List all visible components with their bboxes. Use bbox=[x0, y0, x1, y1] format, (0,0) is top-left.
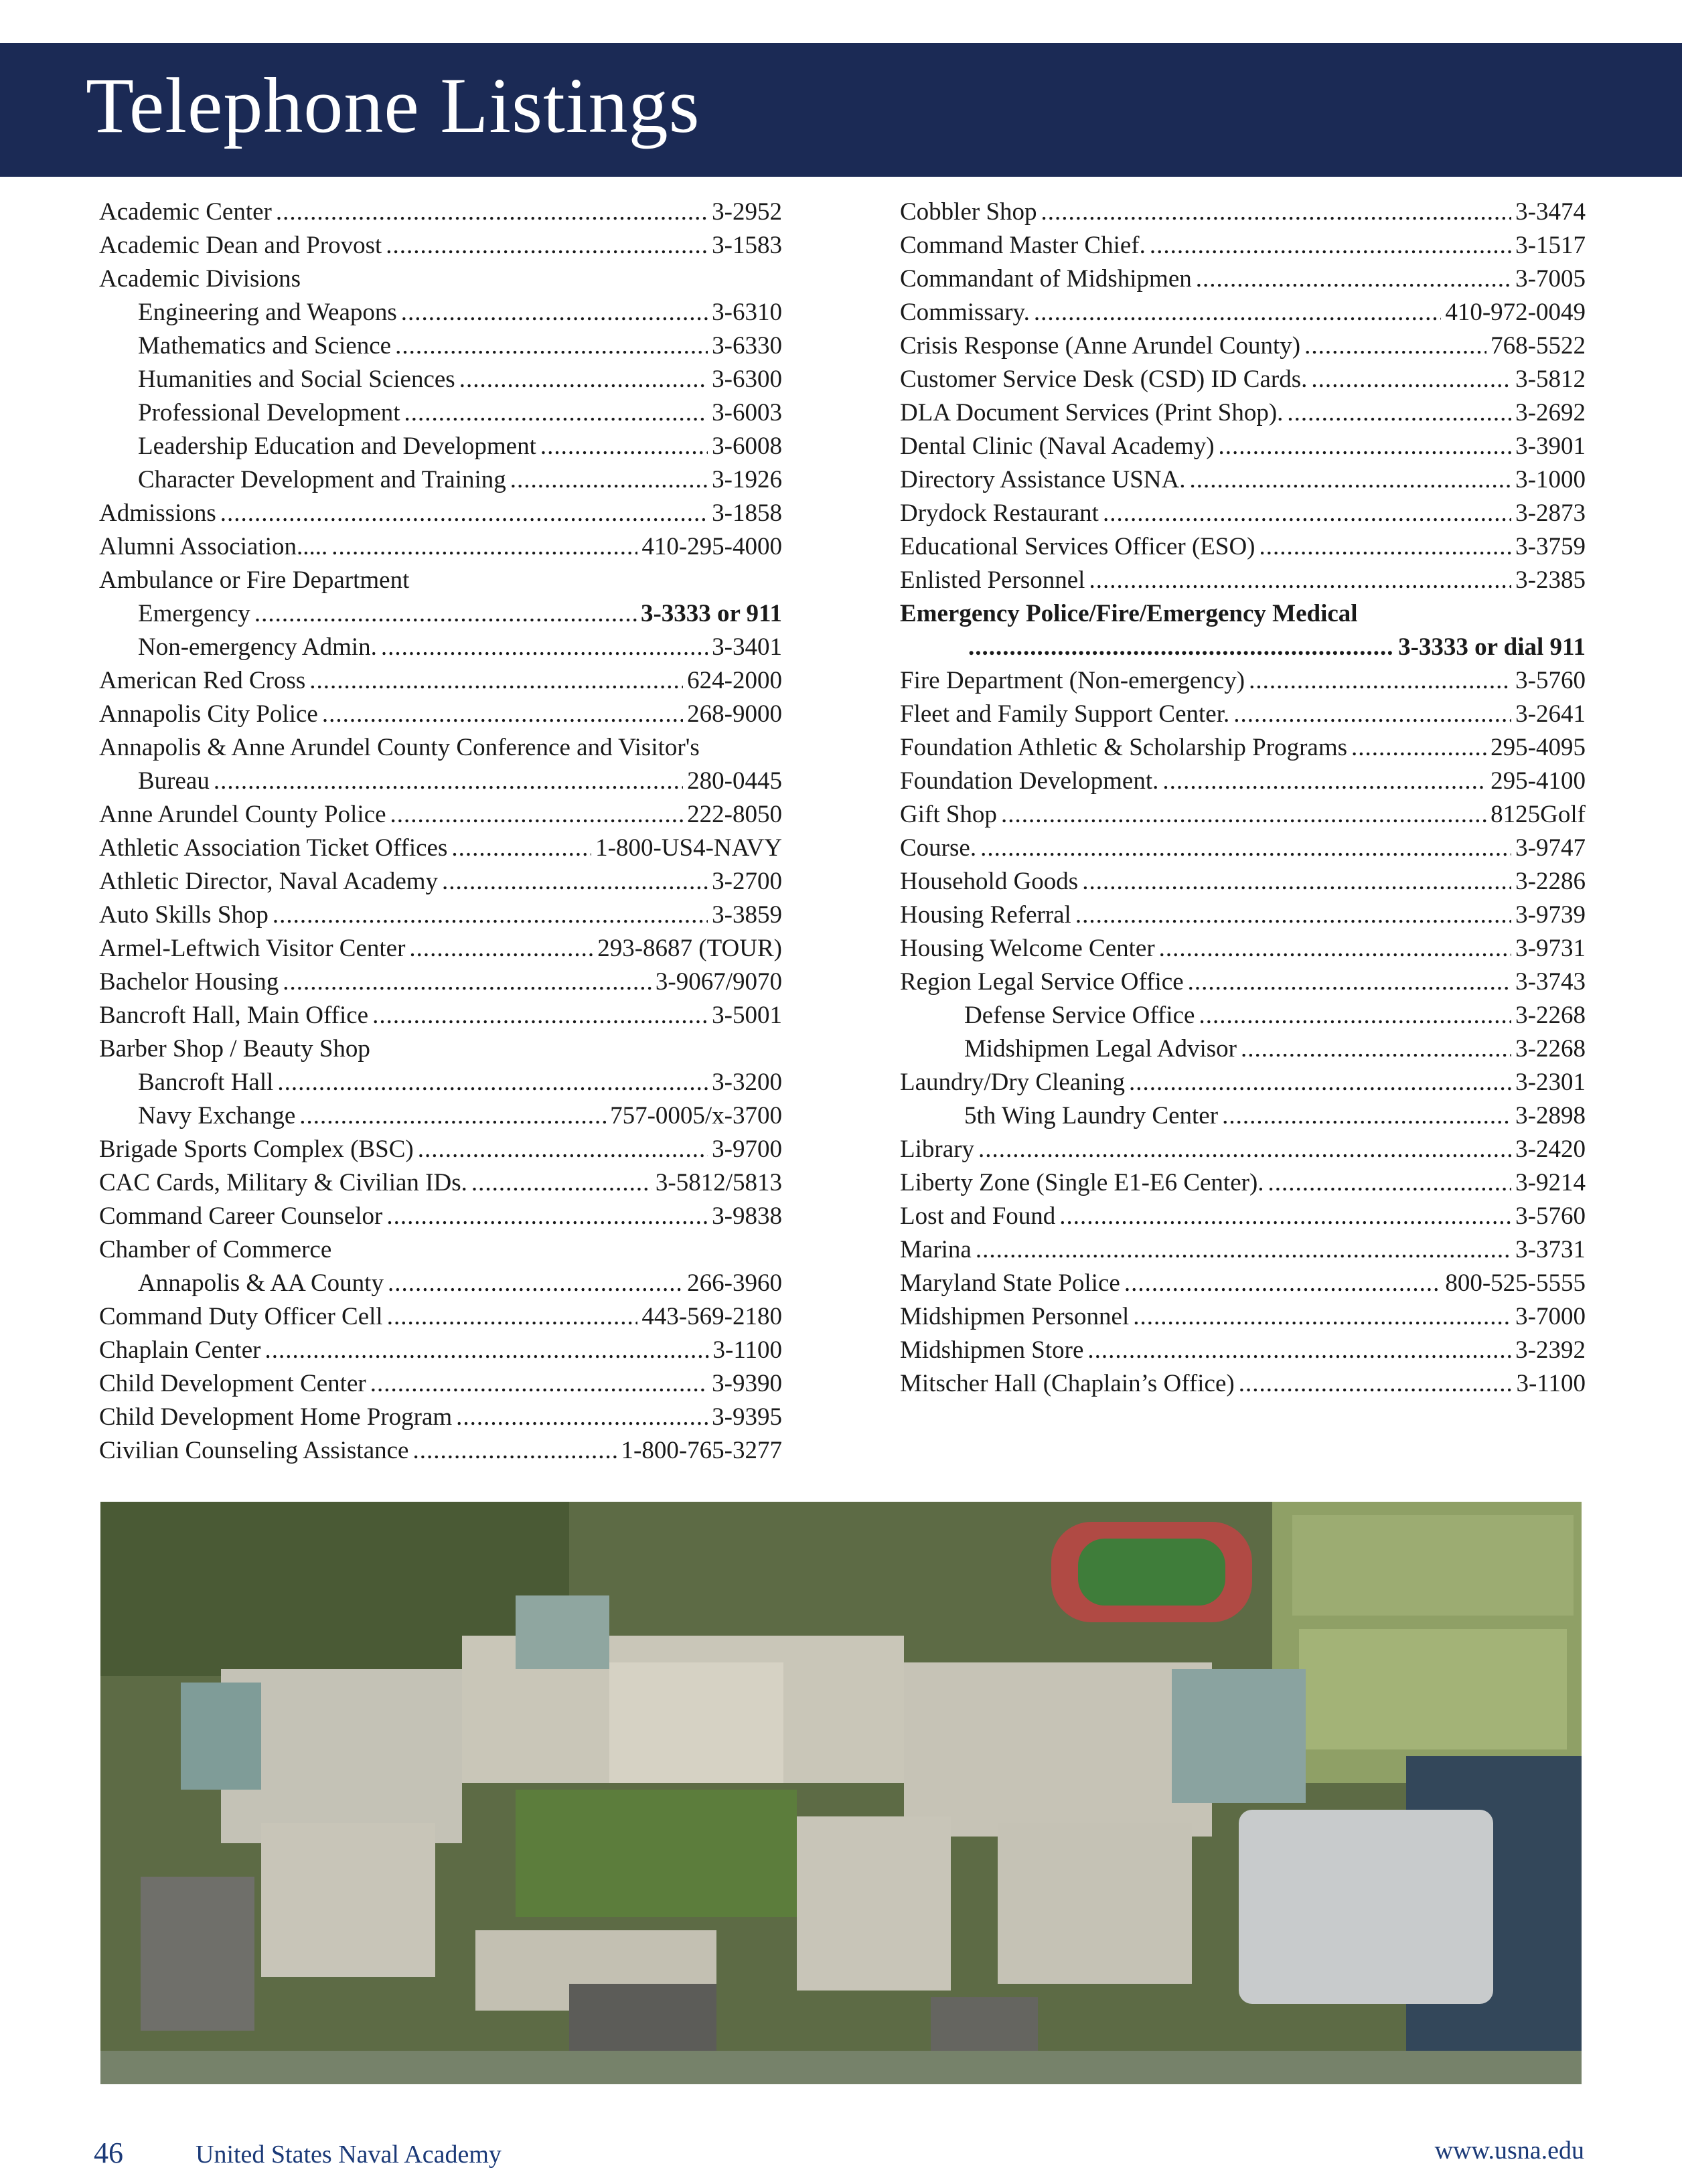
leader-dots bbox=[299, 1099, 606, 1133]
listing-entry bbox=[900, 1367, 1586, 1401]
listing-entry bbox=[99, 229, 782, 262]
listing-entry bbox=[900, 865, 1586, 899]
leader-dots bbox=[1034, 296, 1441, 329]
listing-name: Course. bbox=[900, 834, 977, 862]
listing-number: 443-569-2180 bbox=[641, 1303, 782, 1330]
leader-dots bbox=[1103, 497, 1511, 530]
listing-entry bbox=[99, 329, 782, 363]
leader-dots bbox=[1129, 1066, 1511, 1099]
page-number: 46 bbox=[94, 2136, 123, 2169]
leader-dots bbox=[1075, 899, 1511, 932]
listing-name: Leadership Education and Development bbox=[138, 433, 536, 460]
listing-name: Fire Department (Non-emergency) bbox=[900, 667, 1245, 694]
leader-dots bbox=[976, 1233, 1511, 1267]
listing-number: 3-5001 bbox=[712, 1002, 782, 1029]
listing-name: Ambulance or Fire Department bbox=[99, 566, 410, 594]
listing-number: 1-800-US4-NAVY bbox=[595, 834, 782, 862]
listing-entry bbox=[99, 1434, 782, 1468]
listing-name: Bureau bbox=[138, 767, 210, 795]
listing-name: 5th Wing Laundry Center bbox=[964, 1102, 1219, 1129]
listing-name: Auto Skills Shop bbox=[99, 901, 269, 929]
leader-dots bbox=[273, 899, 708, 932]
listing-number: 3-5812/5813 bbox=[655, 1169, 782, 1196]
listing-number: 3-2898 bbox=[1515, 1102, 1586, 1129]
listing-name: Child Development Home Program bbox=[99, 1403, 453, 1431]
listing-entry bbox=[99, 396, 782, 430]
leader-dots bbox=[401, 296, 708, 329]
listing-entry bbox=[99, 1200, 782, 1233]
listing-name: Navy Exchange bbox=[138, 1102, 296, 1129]
listing-entry bbox=[99, 1133, 782, 1166]
listing-entry bbox=[99, 497, 782, 530]
listing-name: Foundation Athletic & Scholarship Programs bbox=[900, 734, 1348, 761]
listing-number: 3-3731 bbox=[1515, 1236, 1586, 1263]
listing-entry bbox=[99, 564, 782, 597]
listing-entry bbox=[99, 1300, 782, 1334]
listing-name: Fleet and Family Support Center. bbox=[900, 700, 1230, 728]
leader-dots bbox=[442, 865, 708, 899]
listing-entry bbox=[99, 1166, 782, 1200]
leader-dots bbox=[1082, 865, 1511, 899]
leader-dots bbox=[1189, 463, 1511, 497]
leader-dots bbox=[277, 1066, 708, 1099]
listing-name: Emergency Police/Fire/Emergency Medical bbox=[900, 600, 1358, 627]
listing-entry bbox=[900, 530, 1586, 564]
listing-name: Professional Development bbox=[138, 399, 400, 426]
listing-name: Alumni Association..... bbox=[99, 533, 328, 560]
listing-entry bbox=[99, 965, 782, 999]
leader-dots bbox=[1199, 999, 1511, 1032]
listing-entry bbox=[900, 1300, 1586, 1334]
listing-entry bbox=[99, 765, 782, 798]
listing-entry bbox=[900, 765, 1586, 798]
listing-name: Cobbler Shop bbox=[900, 198, 1037, 226]
listing-entry bbox=[99, 463, 782, 497]
leader-dots bbox=[390, 798, 684, 832]
leader-dots bbox=[510, 463, 708, 497]
listing-name: Academic Center bbox=[99, 198, 272, 226]
listing-entry bbox=[900, 1166, 1586, 1200]
listing-number: 3-1000 bbox=[1515, 466, 1586, 493]
listing-entry bbox=[900, 1099, 1586, 1133]
listing-number: 3-5812 bbox=[1515, 366, 1586, 393]
listing-name: Non-emergency Admin. bbox=[138, 633, 377, 661]
listing-name: Anne Arundel County Police bbox=[99, 801, 386, 828]
listing-name: Child Development Center bbox=[99, 1370, 366, 1397]
listing-entry bbox=[900, 363, 1586, 396]
campus-aerial-photo bbox=[100, 1502, 1582, 2084]
leader-dots bbox=[1351, 731, 1486, 765]
listing-number: 3-1858 bbox=[712, 499, 782, 527]
listing-entry bbox=[900, 698, 1586, 731]
listing-number: 3-9214 bbox=[1515, 1169, 1586, 1196]
listing-name: Enlisted Personnel bbox=[900, 566, 1085, 594]
listing-number: 3-2692 bbox=[1515, 399, 1586, 426]
leader-dots bbox=[276, 196, 708, 229]
listing-name: Housing Referral bbox=[900, 901, 1071, 929]
listing-number: 3-3859 bbox=[712, 901, 782, 929]
listing-name: Bachelor Housing bbox=[99, 968, 279, 996]
listing-name: Lost and Found bbox=[900, 1202, 1056, 1230]
listing-number: 410-295-4000 bbox=[641, 533, 782, 560]
listing-number: 1-800-765-3277 bbox=[621, 1437, 782, 1464]
listing-entry bbox=[900, 999, 1586, 1032]
listing-name: Bancroft Hall bbox=[138, 1069, 274, 1096]
listing-number: 3-9700 bbox=[712, 1136, 782, 1163]
listing-entry bbox=[900, 463, 1586, 497]
listing-name: Laundry/Dry Cleaning bbox=[900, 1069, 1125, 1096]
listing-name: Crisis Response (Anne Arundel County) bbox=[900, 332, 1301, 360]
listing-number: 3-3333 or dial 911 bbox=[1398, 633, 1586, 661]
listing-name: Liberty Zone (Single E1-E6 Center). bbox=[900, 1169, 1264, 1196]
listing-entry bbox=[900, 1066, 1586, 1099]
listing-number: 3-9067/9070 bbox=[655, 968, 782, 996]
listing-name: Region Legal Service Office bbox=[900, 968, 1184, 996]
listing-number: 3-2385 bbox=[1515, 566, 1586, 594]
listing-name: Bancroft Hall, Main Office bbox=[99, 1002, 369, 1029]
leader-dots bbox=[412, 1434, 617, 1468]
listing-entry bbox=[900, 731, 1586, 765]
leader-dots bbox=[283, 965, 652, 999]
leader-dots bbox=[1219, 430, 1512, 463]
listing-number: 624-2000 bbox=[687, 667, 782, 694]
listing-number: 3-5760 bbox=[1515, 1202, 1586, 1230]
listing-number: 3-3401 bbox=[712, 633, 782, 661]
leader-dots bbox=[1304, 329, 1486, 363]
listing-entry bbox=[900, 396, 1586, 430]
leader-dots bbox=[471, 1166, 652, 1200]
listing-entry bbox=[99, 1099, 782, 1133]
listing-name: Midshipmen Personnel bbox=[900, 1303, 1130, 1330]
listing-entry bbox=[900, 430, 1586, 463]
listing-entry bbox=[900, 1233, 1586, 1267]
listing-number: 3-6003 bbox=[712, 399, 782, 426]
listing-name: Academic Divisions bbox=[99, 265, 301, 293]
listing-number: 3-9395 bbox=[712, 1403, 782, 1431]
listing-number: 3-3474 bbox=[1515, 198, 1586, 226]
listing-entry bbox=[900, 965, 1586, 999]
listing-number: 3-3200 bbox=[712, 1069, 782, 1096]
listing-name: Armel-Leftwich Visitor Center bbox=[99, 935, 406, 962]
leader-dots bbox=[968, 631, 1394, 664]
listing-number: 3-2268 bbox=[1515, 1002, 1586, 1029]
listing-column-left bbox=[99, 196, 782, 1468]
listing-number: 3-1517 bbox=[1515, 232, 1586, 259]
listing-entry bbox=[99, 932, 782, 965]
listing-column-right bbox=[900, 196, 1586, 1401]
listing-number: 3-1583 bbox=[712, 232, 782, 259]
listing-name: Barber Shop / Beauty Shop bbox=[99, 1035, 370, 1063]
listing-number: 3-7000 bbox=[1515, 1303, 1586, 1330]
listing-number: 3-2286 bbox=[1515, 868, 1586, 895]
listing-number: 3-6310 bbox=[712, 299, 782, 326]
listing-name: Housing Welcome Center bbox=[900, 935, 1155, 962]
listing-number: 280-0445 bbox=[687, 767, 782, 795]
leader-dots bbox=[322, 698, 683, 731]
leader-dots bbox=[214, 765, 683, 798]
listing-name: Defense Service Office bbox=[964, 1002, 1195, 1029]
listing-entry bbox=[99, 1267, 782, 1300]
leader-dots bbox=[1041, 196, 1512, 229]
leader-dots bbox=[418, 1133, 708, 1166]
listing-number: 268-9000 bbox=[687, 700, 782, 728]
listing-number: 3-9838 bbox=[712, 1202, 782, 1230]
listing-name: Foundation Development. bbox=[900, 767, 1159, 795]
listing-number: 3-2392 bbox=[1515, 1336, 1586, 1364]
listing-name: Command Duty Officer Cell bbox=[99, 1303, 383, 1330]
listing-entry bbox=[99, 698, 782, 731]
listing-name: Civilian Counseling Assistance bbox=[99, 1437, 409, 1464]
listing-entry bbox=[900, 296, 1586, 329]
listing-name: Athletic Association Ticket Offices bbox=[99, 834, 448, 862]
leader-dots bbox=[451, 832, 591, 865]
listing-name: Commissary. bbox=[900, 299, 1030, 326]
listing-name: Educational Services Officer (ESO) bbox=[900, 533, 1255, 560]
listing-number: 3-6330 bbox=[712, 332, 782, 360]
listing-entry bbox=[900, 229, 1586, 262]
listing-number: 800-525-5555 bbox=[1445, 1269, 1586, 1297]
listing-entry bbox=[900, 1200, 1586, 1233]
listing-number: 293-8687 (TOUR) bbox=[597, 935, 782, 962]
leader-dots bbox=[978, 1133, 1511, 1166]
leader-dots bbox=[386, 1200, 708, 1233]
leader-dots bbox=[386, 229, 708, 262]
listing-name: Emergency bbox=[138, 600, 250, 627]
leader-dots bbox=[1150, 229, 1511, 262]
listing-name: Admissions bbox=[99, 499, 216, 527]
listing-name: DLA Document Services (Print Shop). bbox=[900, 399, 1284, 426]
listing-number: 3-2952 bbox=[712, 198, 782, 226]
listing-entry bbox=[99, 530, 782, 564]
listing-entry bbox=[900, 262, 1586, 296]
listing-entry bbox=[99, 262, 782, 296]
listing-entry bbox=[99, 798, 782, 832]
leader-dots bbox=[309, 664, 683, 698]
listing-name: Annapolis & Anne Arundel County Conference and Visitor's bbox=[99, 734, 700, 761]
leader-dots bbox=[540, 430, 708, 463]
footer-url: www.usna.edu bbox=[1434, 2136, 1584, 2165]
leader-dots bbox=[254, 597, 637, 631]
listing-entry bbox=[900, 631, 1586, 664]
listing-name: Athletic Director, Naval Academy bbox=[99, 868, 439, 895]
leader-dots bbox=[1268, 1166, 1512, 1200]
leader-dots bbox=[370, 1367, 708, 1401]
listing-number: 3-3743 bbox=[1515, 968, 1586, 996]
leader-dots bbox=[331, 530, 637, 564]
listing-name: Engineering and Weapons bbox=[138, 299, 397, 326]
listing-entry bbox=[99, 865, 782, 899]
leader-dots bbox=[381, 631, 708, 664]
listing-name: Household Goods bbox=[900, 868, 1079, 895]
listing-entry bbox=[99, 899, 782, 932]
listing-entry bbox=[900, 664, 1586, 698]
leader-dots bbox=[1188, 965, 1512, 999]
listing-name: Mitscher Hall (Chaplain’s Office) bbox=[900, 1370, 1235, 1397]
listing-entry bbox=[99, 430, 782, 463]
listing-entry bbox=[99, 1233, 782, 1267]
leader-dots bbox=[1124, 1267, 1442, 1300]
listing-number: 222-8050 bbox=[687, 801, 782, 828]
leader-dots bbox=[1196, 262, 1511, 296]
listing-entry bbox=[900, 1133, 1586, 1166]
leader-dots bbox=[404, 396, 708, 430]
listing-number: 3-1926 bbox=[712, 466, 782, 493]
listing-number: 3-5760 bbox=[1515, 667, 1586, 694]
listing-name: Character Development and Training bbox=[138, 466, 506, 493]
footer-org: United States Naval Academy bbox=[196, 2140, 502, 2169]
listing-name: Directory Assistance USNA. bbox=[900, 466, 1186, 493]
listing-entry bbox=[900, 932, 1586, 965]
listing-number: 3-9739 bbox=[1515, 901, 1586, 929]
leader-dots bbox=[1311, 363, 1511, 396]
listing-entry bbox=[900, 832, 1586, 865]
leader-dots bbox=[459, 363, 708, 396]
listing-entry bbox=[99, 664, 782, 698]
listing-entry bbox=[900, 564, 1586, 597]
listing-number: 8125Golf bbox=[1490, 801, 1586, 828]
listing-name: American Red Cross bbox=[99, 667, 306, 694]
listing-name: Drydock Restaurant bbox=[900, 499, 1099, 527]
leader-dots bbox=[1059, 1200, 1511, 1233]
listing-entry bbox=[99, 999, 782, 1032]
listing-entry bbox=[900, 1334, 1586, 1367]
listing-name: Mathematics and Science bbox=[138, 332, 392, 360]
listing-number: 3-1100 bbox=[712, 1336, 782, 1364]
leader-dots bbox=[395, 329, 708, 363]
leader-dots bbox=[1287, 396, 1511, 430]
listing-entry bbox=[900, 798, 1586, 832]
leader-dots bbox=[372, 999, 708, 1032]
listing-entry bbox=[99, 1032, 782, 1066]
listing-entry bbox=[900, 497, 1586, 530]
listing-name: Library bbox=[900, 1136, 974, 1163]
leader-dots bbox=[387, 1300, 638, 1334]
listing-entry bbox=[99, 296, 782, 329]
listing-name: Commandant of Midshipmen bbox=[900, 265, 1192, 293]
listing-entry bbox=[99, 597, 782, 631]
listing-number: 410-972-0049 bbox=[1445, 299, 1586, 326]
leader-dots bbox=[1239, 1367, 1513, 1401]
listing-name: Marina bbox=[900, 1236, 972, 1263]
listing-name: Command Master Chief. bbox=[900, 232, 1146, 259]
listing-entry bbox=[900, 196, 1586, 229]
leader-dots bbox=[980, 832, 1511, 865]
listing-number: 3-6008 bbox=[712, 433, 782, 460]
listing-number: 3-3759 bbox=[1515, 533, 1586, 560]
listing-number: 266-3960 bbox=[687, 1269, 782, 1297]
leader-dots bbox=[1001, 798, 1486, 832]
listing-name: Brigade Sports Complex (BSC) bbox=[99, 1136, 414, 1163]
listing-entry bbox=[900, 597, 1586, 631]
listing-number: 3-2268 bbox=[1515, 1035, 1586, 1063]
listing-number: 3-9390 bbox=[712, 1370, 782, 1397]
listing-number: 757-0005/x-3700 bbox=[610, 1102, 782, 1129]
listing-number: 3-2700 bbox=[712, 868, 782, 895]
leader-dots bbox=[1222, 1099, 1511, 1133]
listing-number: 295-4100 bbox=[1490, 767, 1586, 795]
listing-entry bbox=[99, 1066, 782, 1099]
listing-name: Midshipmen Store bbox=[900, 1336, 1084, 1364]
leader-dots bbox=[1089, 564, 1511, 597]
listing-name: Chaplain Center bbox=[99, 1336, 261, 1364]
listing-name: Annapolis City Police bbox=[99, 700, 318, 728]
listing-entry bbox=[99, 196, 782, 229]
leader-dots bbox=[388, 1267, 683, 1300]
listing-number: 295-4095 bbox=[1490, 734, 1586, 761]
listing-entry bbox=[900, 1267, 1586, 1300]
leader-dots bbox=[1233, 698, 1511, 731]
listing-name: Gift Shop bbox=[900, 801, 997, 828]
listing-number: 3-2301 bbox=[1515, 1069, 1586, 1096]
leader-dots bbox=[1159, 932, 1512, 965]
listing-name: Annapolis & AA County bbox=[138, 1269, 384, 1297]
listing-number: 3-6300 bbox=[712, 366, 782, 393]
listing-number: 3-9747 bbox=[1515, 834, 1586, 862]
listing-number: 3-3333 or 911 bbox=[640, 600, 782, 627]
listing-entry bbox=[99, 731, 782, 765]
leader-dots bbox=[1087, 1334, 1511, 1367]
leader-dots bbox=[220, 497, 708, 530]
listing-entry bbox=[99, 1367, 782, 1401]
listing-name: Dental Clinic (Naval Academy) bbox=[900, 433, 1215, 460]
listing-name: Command Career Counselor bbox=[99, 1202, 383, 1230]
listing-entry bbox=[99, 832, 782, 865]
listing-entry bbox=[900, 899, 1586, 932]
leader-dots bbox=[456, 1401, 708, 1434]
listing-name: Chamber of Commerce bbox=[99, 1236, 332, 1263]
leader-dots bbox=[409, 932, 593, 965]
listing-number: 3-2420 bbox=[1515, 1136, 1586, 1163]
page-title: Telephone Listings bbox=[86, 62, 700, 149]
listing-entry bbox=[99, 631, 782, 664]
listing-number: 768-5522 bbox=[1490, 332, 1586, 360]
leader-dots bbox=[1241, 1032, 1511, 1066]
listing-name: Humanities and Social Sciences bbox=[138, 366, 455, 393]
listing-number: 3-1100 bbox=[1516, 1370, 1586, 1397]
listing-entry bbox=[900, 329, 1586, 363]
listing-number: 3-7005 bbox=[1515, 265, 1586, 293]
listing-name: Maryland State Police bbox=[900, 1269, 1120, 1297]
listing-number: 3-3901 bbox=[1515, 433, 1586, 460]
listing-name: Midshipmen Legal Advisor bbox=[964, 1035, 1237, 1063]
leader-dots bbox=[264, 1334, 708, 1367]
leader-dots bbox=[1259, 530, 1511, 564]
listing-name: Customer Service Desk (CSD) ID Cards. bbox=[900, 366, 1308, 393]
leader-dots bbox=[1249, 664, 1511, 698]
listing-name: CAC Cards, Military & Civilian IDs. bbox=[99, 1169, 467, 1196]
listing-entry bbox=[900, 1032, 1586, 1066]
listing-name: Academic Dean and Provost bbox=[99, 232, 382, 259]
leader-dots bbox=[1162, 765, 1486, 798]
listing-number: 3-2641 bbox=[1515, 700, 1586, 728]
listing-entry bbox=[99, 1401, 782, 1434]
listing-entry bbox=[99, 1334, 782, 1367]
listing-number: 3-9731 bbox=[1515, 935, 1586, 962]
listing-entry bbox=[99, 363, 782, 396]
listing-number: 3-2873 bbox=[1515, 499, 1586, 527]
leader-dots bbox=[1133, 1300, 1511, 1334]
